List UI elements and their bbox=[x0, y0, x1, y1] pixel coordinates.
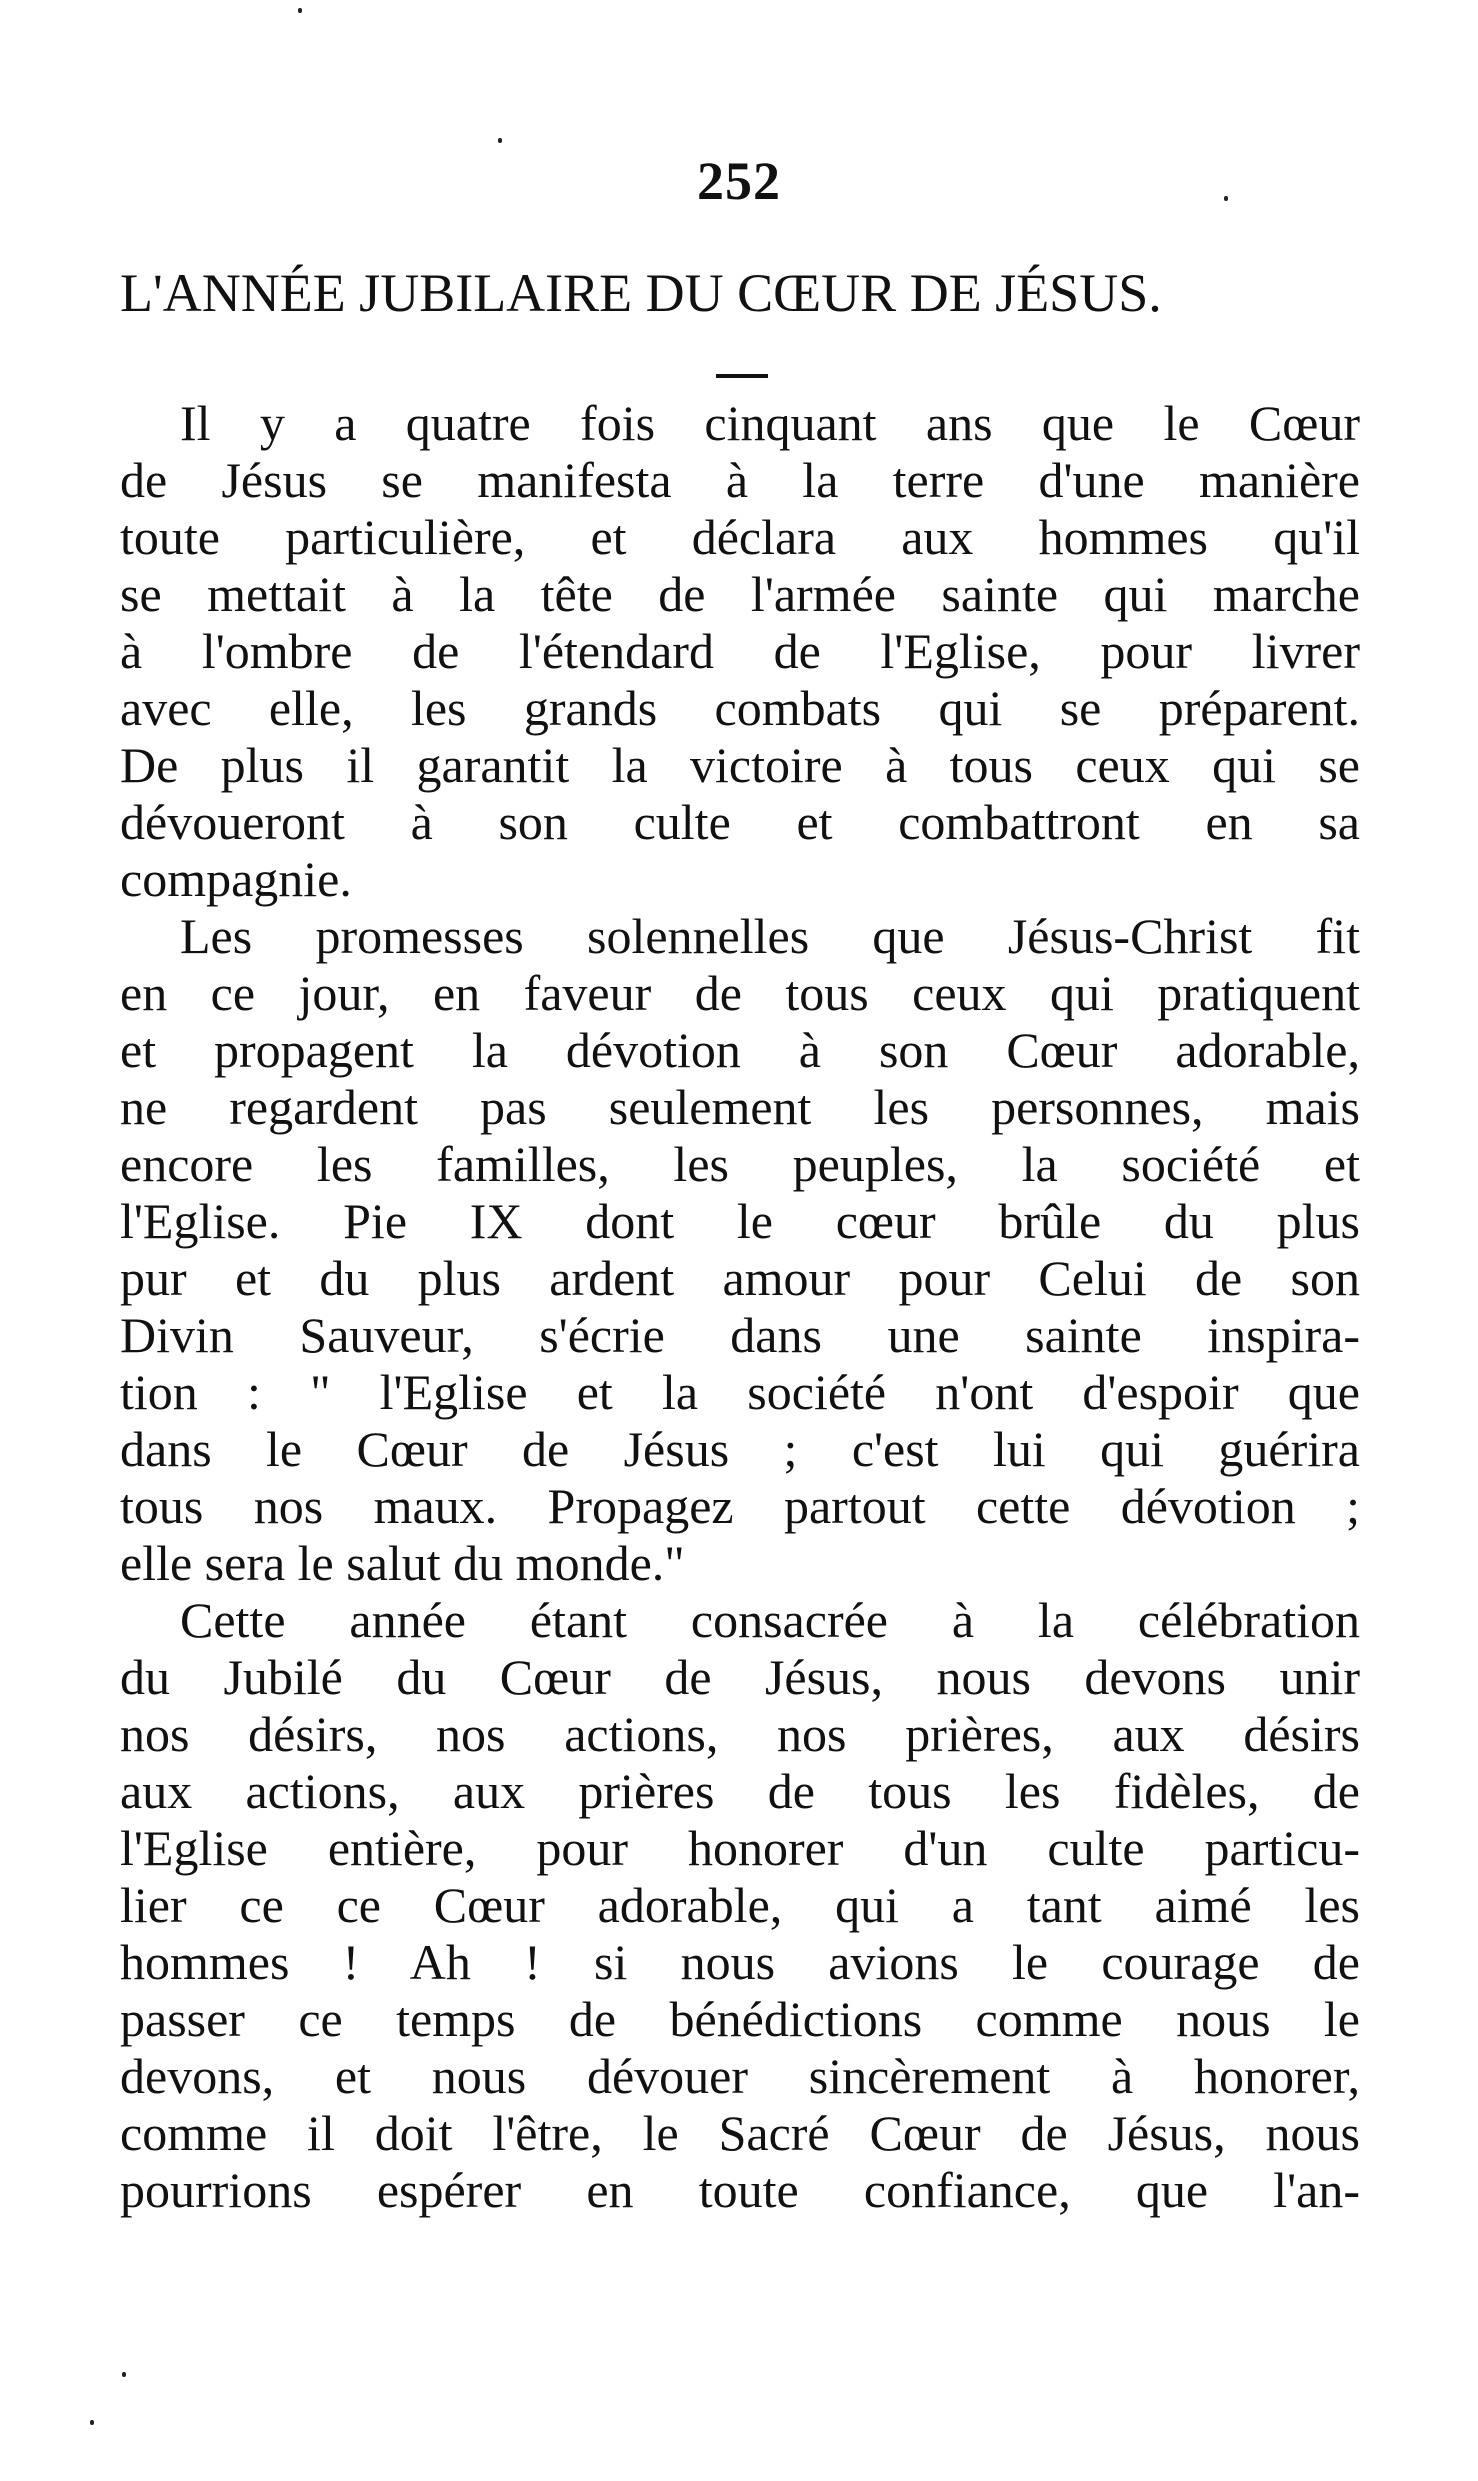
text-line: l'Eglise. Pie IX dont le cœur brûle du plus bbox=[120, 1193, 1360, 1249]
text-line: elle sera le salut du monde." bbox=[120, 1535, 685, 1591]
text-line: passer ce temps de bénédictions comme nous le bbox=[120, 1991, 1360, 2047]
text-line: l'Eglise entière, pour honorer d'un culte particu- bbox=[120, 1820, 1360, 1876]
text-line: tion : " l'Eglise et la société n'ont d'espoir que bbox=[120, 1364, 1360, 1420]
text-line: pur et du plus ardent amour pour Celui de son bbox=[120, 1250, 1360, 1306]
chapter-title: L'ANNÉE JUBILAIRE DU CŒUR DE JÉSUS. bbox=[120, 263, 1162, 323]
scan-speck bbox=[498, 138, 502, 143]
page-number: 252 bbox=[697, 151, 781, 211]
text-line: lier ce ce Cœur adorable, qui a tant aimé les bbox=[120, 1877, 1360, 1933]
body-text bbox=[120, 395, 1360, 2219]
text-line: ne regardent pas seulement les personnes, mais bbox=[120, 1079, 1360, 1135]
text-line: Les promesses solennelles que Jésus-Christ fit bbox=[180, 908, 1360, 964]
text-line: comme il doit l'être, le Sacré Cœur de Jésus, nous bbox=[120, 2105, 1360, 2161]
scan-speck bbox=[122, 2372, 126, 2377]
text-line: avec elle, les grands combats qui se préparent. bbox=[120, 680, 1360, 736]
text-line: du Jubilé du Cœur de Jésus, nous devons unir bbox=[120, 1649, 1360, 1705]
text-line: Il y a quatre fois cinquant ans que le Cœur bbox=[180, 395, 1360, 451]
text-line: tous nos maux. Propagez partout cette dévotion ; bbox=[120, 1478, 1360, 1534]
text-line: encore les familles, les peuples, la société et bbox=[120, 1136, 1360, 1192]
text-line: à l'ombre de l'étendard de l'Eglise, pour livrer bbox=[120, 623, 1360, 679]
text-line: De plus il garantit la victoire à tous ceux qui se bbox=[120, 737, 1360, 793]
text-line: et propagent la dévotion à son Cœur adorable, bbox=[120, 1022, 1360, 1078]
text-line: Divin Sauveur, s'écrie dans une sainte inspira- bbox=[120, 1307, 1360, 1363]
text-line: hommes ! Ah ! si nous avions le courage de bbox=[120, 1934, 1360, 1990]
text-line: de Jésus se manifesta à la terre d'une manière bbox=[120, 452, 1360, 508]
text-line: aux actions, aux prières de tous les fidèles, de bbox=[120, 1763, 1360, 1819]
text-line: se mettait à la tête de l'armée sainte qui marche bbox=[120, 566, 1360, 622]
text-line: nos désirs, nos actions, nos prières, aux désirs bbox=[120, 1706, 1360, 1762]
scan-speck bbox=[298, 8, 302, 13]
text-line: pourrions espérer en toute confiance, que l'an- bbox=[120, 2162, 1360, 2218]
text-line: devons, et nous dévouer sincèrement à honorer, bbox=[120, 2048, 1360, 2104]
text-line: dévoueront à son culte et combattront en sa bbox=[120, 794, 1360, 850]
text-line: dans le Cœur de Jésus ; c'est lui qui guérira bbox=[120, 1421, 1360, 1477]
text-line: Cette année étant consacrée à la célébration bbox=[180, 1592, 1360, 1648]
text-line: compagnie. bbox=[120, 851, 352, 907]
scan-speck bbox=[90, 2420, 94, 2425]
scan-speck bbox=[1224, 196, 1228, 201]
text-line: toute particulière, et déclara aux hommes qu'il bbox=[120, 509, 1360, 565]
title-rule bbox=[716, 374, 768, 378]
text-line: en ce jour, en faveur de tous ceux qui pratiquent bbox=[120, 965, 1360, 1021]
